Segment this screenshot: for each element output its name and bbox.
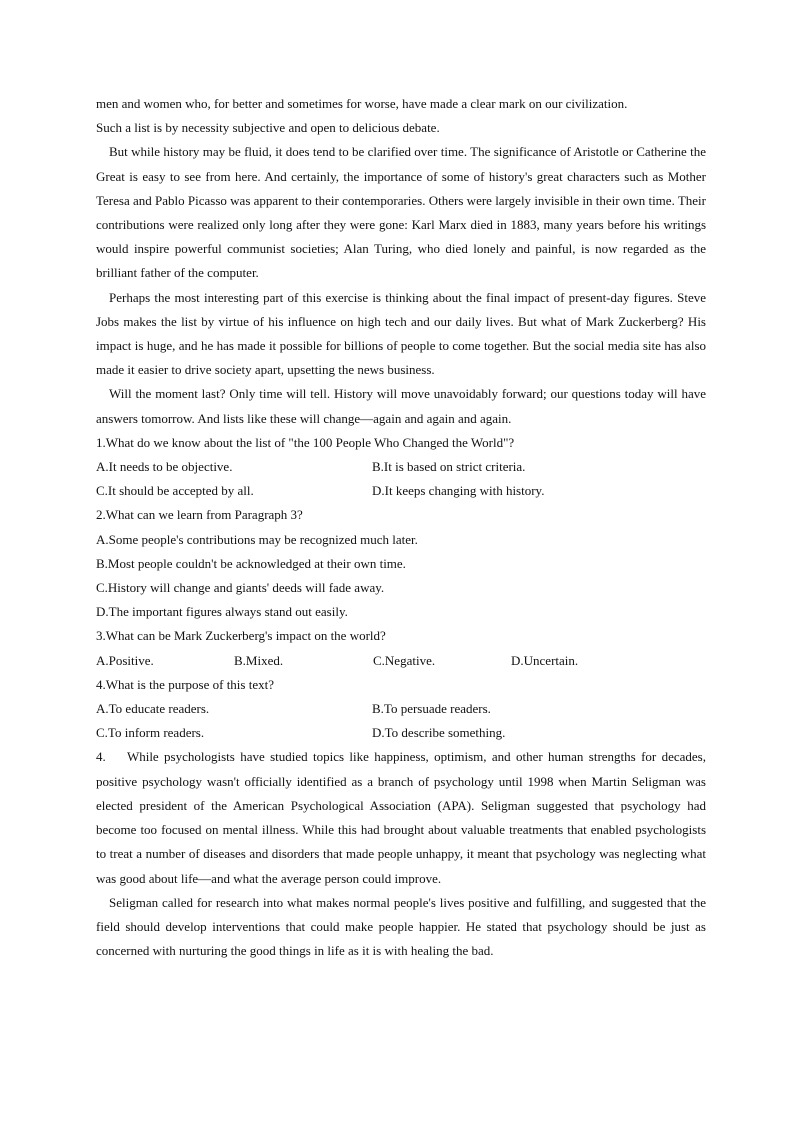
option-d: D.To describe something.	[372, 725, 506, 741]
option-a: A.To educate readers.	[96, 701, 210, 717]
option-c: C.Negative.	[373, 652, 436, 668]
question-stem: 3.What can be Mark Zuckerberg's impact on the world?	[96, 628, 386, 644]
passage-paragraph-2: But while history may be fluid, it does tend to be clarified over time. The significance of Aristotle or Catherine the Great is easy to see from here. And certainly, the importance of some of history's great characters such as Mother Teresa and Pablo Picasso was apparent to their contemporaries. Others were largely invisible in their own time. Their contributions were realized only long after they were gone: Karl Marx died in 1883, many years before his writings would inspire powerful communist societies; Alan Turing, who died lonely and painful, is now regarded as the brilliant father of the computer.	[96, 144, 706, 281]
option-d: D.It keeps changing with history.	[372, 483, 545, 499]
option-c: C.To inform readers.	[96, 725, 205, 741]
document-page	[96, 92, 710, 963]
option-a: A.Some people's contributions may be recognized much later.	[96, 531, 418, 547]
question-stem: 1.What do we know about the list of "the 100 People Who Changed the World"?	[96, 434, 515, 450]
question-4	[96, 673, 706, 746]
option-d: D.Uncertain.	[511, 652, 579, 668]
question-stem: 2.What can we learn from Paragraph 3?	[96, 507, 303, 523]
question-options	[96, 528, 706, 625]
option-a: A.It needs to be objective.	[96, 459, 233, 475]
question-stem: 4.What is the purpose of this text?	[96, 676, 274, 692]
question-3	[96, 624, 706, 672]
option-b: B.To persuade readers.	[372, 701, 491, 717]
question-1	[96, 431, 706, 504]
text-line: Such a list is by necessity subjective and open to delicious debate.	[96, 120, 440, 136]
passage-2-paragraph-1: 4. While psychologists have studied topics like happiness, optimism, and other human strengths for decades, positive psychology wasn't officially identified as a branch of psychology until 1998 when Martin Seligman was elected president of the American Psychological Association (APA). Seligman suggested that psychology had become too focused on mental illness. While this had brought about valuable treatments that enabled psychologists to treat a number of diseases and disorders that made people unhappy, it meant that psychology was neglecting what was good about life—and what the average person could improve.	[96, 749, 710, 886]
option-b: B.Mixed.	[234, 652, 284, 668]
option-c: C.It should be accepted by all.	[96, 483, 254, 499]
option-d: D.The important figures always stand out easily.	[96, 604, 348, 620]
question-options	[96, 455, 706, 503]
passage-paragraph-3: Perhaps the most interesting part of this exercise is thinking about the final impact of present-day figures. Steve Jobs makes the list by virtue of his influence on high tech and our daily lives. But what of Mark Zuckerberg? His impact is huge, and he has made it possible for billions of people to come together. But the social media site has also made it easier to drive society apart, upsetting the news business.	[96, 289, 706, 378]
option-b: B.It is based on strict criteria.	[372, 459, 526, 475]
passage-paragraph-4: Will the moment last? Only time will tell. History will move unavoidably forward; our questions today will have answers tomorrow. And lists like these will change—again and again and again.	[96, 386, 706, 426]
question-2	[96, 503, 706, 624]
option-a: A.Positive.	[96, 652, 154, 668]
question-options	[96, 697, 706, 745]
option-c: C.History will change and giants' deeds will fade away.	[96, 580, 385, 596]
option-b: B.Most people couldn't be acknowledged at their own time.	[96, 555, 406, 571]
passage-2-paragraph-2: Seligman called for research into what makes normal people's lives positive and fulfilling, and suggested that the field should develop interventions that could make people happier. He stated that psychology should be just as concerned with nurturing the good things in life as it is with healing the bad.	[96, 894, 706, 959]
passage-paragraph-1	[96, 92, 706, 140]
text-line: men and women who, for better and sometimes for worse, have made a clear mark on our civilization.	[96, 96, 628, 111]
question-options	[96, 649, 706, 673]
